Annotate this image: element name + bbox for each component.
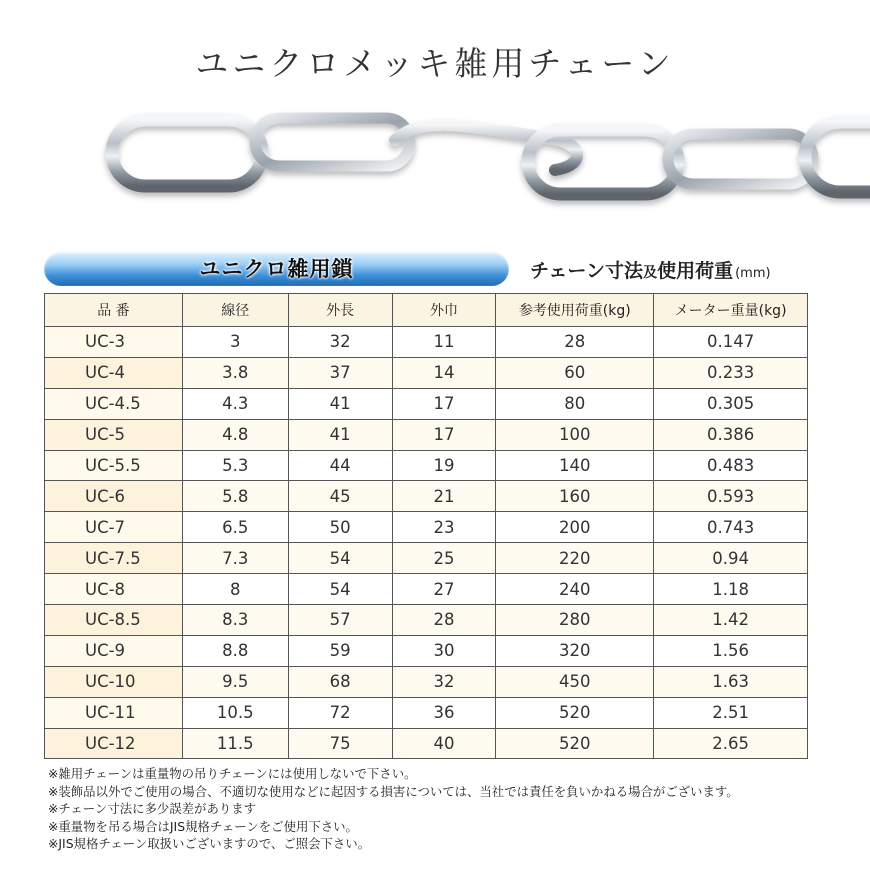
- cell-weight-per-meter: 0.593: [654, 481, 808, 512]
- cell-outer-length: 57: [288, 605, 392, 636]
- cell-model: UC-5: [45, 419, 183, 450]
- cell-wire-diameter: 8.3: [182, 605, 288, 636]
- cell-working-load: 80: [496, 388, 654, 419]
- table-row: [45, 697, 808, 728]
- cell-wire-diameter: 3.8: [182, 357, 288, 388]
- cell-weight-per-meter: 0.305: [654, 388, 808, 419]
- cell-model: UC-3: [45, 327, 183, 358]
- cell-outer-width: 28: [392, 605, 496, 636]
- spec-table: [44, 293, 808, 759]
- cell-wire-diameter: 4.8: [182, 419, 288, 450]
- cell-outer-length: 54: [288, 543, 392, 574]
- cell-outer-width: 14: [392, 357, 496, 388]
- cell-model: UC-8: [45, 574, 183, 605]
- cell-outer-width: 21: [392, 481, 496, 512]
- header-outer-width: 外巾: [392, 294, 496, 327]
- cell-model: UC-4: [45, 357, 183, 388]
- cell-outer-width: 40: [392, 728, 496, 759]
- cell-outer-width: 27: [392, 574, 496, 605]
- table-header-row: [45, 294, 808, 327]
- cell-wire-diameter: 11.5: [182, 728, 288, 759]
- cell-working-load: 60: [496, 357, 654, 388]
- cell-model: UC-10: [45, 666, 183, 697]
- cell-weight-per-meter: 2.51: [654, 697, 808, 728]
- table-row: [45, 481, 808, 512]
- cell-model: UC-12: [45, 728, 183, 759]
- cell-weight-per-meter: 1.63: [654, 666, 808, 697]
- cell-wire-diameter: 4.3: [182, 388, 288, 419]
- cell-outer-length: 75: [288, 728, 392, 759]
- cell-weight-per-meter: 0.94: [654, 543, 808, 574]
- cell-weight-per-meter: 0.743: [654, 512, 808, 543]
- table-row: [45, 728, 808, 759]
- cell-wire-diameter: 10.5: [182, 697, 288, 728]
- table-row: [45, 357, 808, 388]
- header-wire-diameter: 線径: [182, 294, 288, 327]
- cell-weight-per-meter: 2.65: [654, 728, 808, 759]
- note-line: ※雑用チェーンは重量物の吊りチェーンには使用しないで下さい。: [48, 766, 417, 781]
- cell-model: UC-5.5: [45, 450, 183, 481]
- cell-model: UC-9: [45, 635, 183, 666]
- table-body: [45, 327, 808, 759]
- cell-model: UC-7.5: [45, 543, 183, 574]
- cell-outer-length: 37: [288, 357, 392, 388]
- cell-outer-length: 72: [288, 697, 392, 728]
- note-line: ※JIS規格チェーン取扱いございますので、ご照会下さい。: [48, 836, 371, 852]
- header-model: 品 番: [45, 294, 183, 327]
- cell-wire-diameter: 7.3: [182, 543, 288, 574]
- table-row: [45, 635, 808, 666]
- cell-working-load: 100: [496, 419, 654, 450]
- cell-outer-width: 36: [392, 697, 496, 728]
- cell-outer-width: 11: [392, 327, 496, 358]
- cell-model: UC-7: [45, 512, 183, 543]
- cell-outer-length: 50: [288, 512, 392, 543]
- caption-load: 使用荷重: [657, 260, 734, 282]
- cell-weight-per-meter: 0.386: [654, 419, 808, 450]
- cell-wire-diameter: 9.5: [182, 666, 288, 697]
- cell-outer-width: 25: [392, 543, 496, 574]
- cell-outer-length: 68: [288, 666, 392, 697]
- cell-model: UC-8.5: [45, 605, 183, 636]
- page-title: ユニクロメッキ雑用チェーン: [195, 44, 675, 83]
- cell-wire-diameter: 8: [182, 574, 288, 605]
- cell-wire-diameter: 5.3: [182, 450, 288, 481]
- note-line: ※チェーン寸法に多少誤差があります: [48, 801, 257, 817]
- note-line: ※装飾品以外でご使用の場合、不適切な使用などに起因する損害については、当社では責任を負いかねる場合がございます。: [48, 783, 739, 799]
- chain-links-image: [0, 100, 870, 235]
- product-banner: [44, 252, 509, 286]
- cell-wire-diameter: 8.8: [182, 635, 288, 666]
- cell-working-load: 240: [496, 574, 654, 605]
- table-row: [45, 543, 808, 574]
- table-row: [45, 512, 808, 543]
- cell-working-load: 28: [496, 327, 654, 358]
- note-line: ※重量物を吊る場合はJIS規格チェーンをご使用下さい。: [48, 818, 358, 834]
- cell-working-load: 200: [496, 512, 654, 543]
- cell-weight-per-meter: 1.56: [654, 635, 808, 666]
- cell-outer-width: 19: [392, 450, 496, 481]
- cell-working-load: 520: [496, 728, 654, 759]
- table-row: [45, 327, 808, 358]
- cell-weight-per-meter: 1.42: [654, 605, 808, 636]
- cell-outer-length: 54: [288, 574, 392, 605]
- caption-dimensions: チェーン寸法: [530, 260, 644, 282]
- cell-wire-diameter: 3: [182, 327, 288, 358]
- table-row: [45, 450, 808, 481]
- cell-weight-per-meter: 0.233: [654, 357, 808, 388]
- notes: [48, 765, 848, 853]
- cell-working-load: 280: [496, 605, 654, 636]
- table-row: [45, 605, 808, 636]
- cell-model: UC-4.5: [45, 388, 183, 419]
- caption-and: 及: [643, 265, 658, 281]
- caption-unit: (mm): [735, 266, 771, 281]
- cell-working-load: 140: [496, 450, 654, 481]
- cell-working-load: 520: [496, 697, 654, 728]
- cell-outer-length: 45: [288, 481, 392, 512]
- cell-outer-width: 17: [392, 388, 496, 419]
- cell-working-load: 320: [496, 635, 654, 666]
- banner-label: ユニクロ雑用鎖: [199, 256, 354, 281]
- cell-outer-length: 41: [288, 388, 392, 419]
- cell-working-load: 160: [496, 481, 654, 512]
- cell-outer-length: 32: [288, 327, 392, 358]
- cell-working-load: 450: [496, 666, 654, 697]
- table-row: [45, 388, 808, 419]
- cell-wire-diameter: 6.5: [182, 512, 288, 543]
- cell-weight-per-meter: 1.18: [654, 574, 808, 605]
- header-weight-per-meter: メーター重量(kg): [654, 294, 808, 327]
- cell-wire-diameter: 5.8: [182, 481, 288, 512]
- cell-weight-per-meter: 0.483: [654, 450, 808, 481]
- header-working-load: 参考使用荷重(kg): [496, 294, 654, 327]
- cell-outer-width: 17: [392, 419, 496, 450]
- cell-working-load: 220: [496, 543, 654, 574]
- cell-outer-width: 32: [392, 666, 496, 697]
- cell-outer-length: 44: [288, 450, 392, 481]
- cell-model: UC-11: [45, 697, 183, 728]
- cell-outer-width: 23: [392, 512, 496, 543]
- cell-model: UC-6: [45, 481, 183, 512]
- cell-outer-length: 59: [288, 635, 392, 666]
- table-caption: [530, 256, 771, 283]
- table-row: [45, 574, 808, 605]
- table-row: [45, 419, 808, 450]
- table-row: [45, 666, 808, 697]
- cell-outer-length: 41: [288, 419, 392, 450]
- cell-weight-per-meter: 0.147: [654, 327, 808, 358]
- cell-outer-width: 30: [392, 635, 496, 666]
- header-outer-length: 外長: [288, 294, 392, 327]
